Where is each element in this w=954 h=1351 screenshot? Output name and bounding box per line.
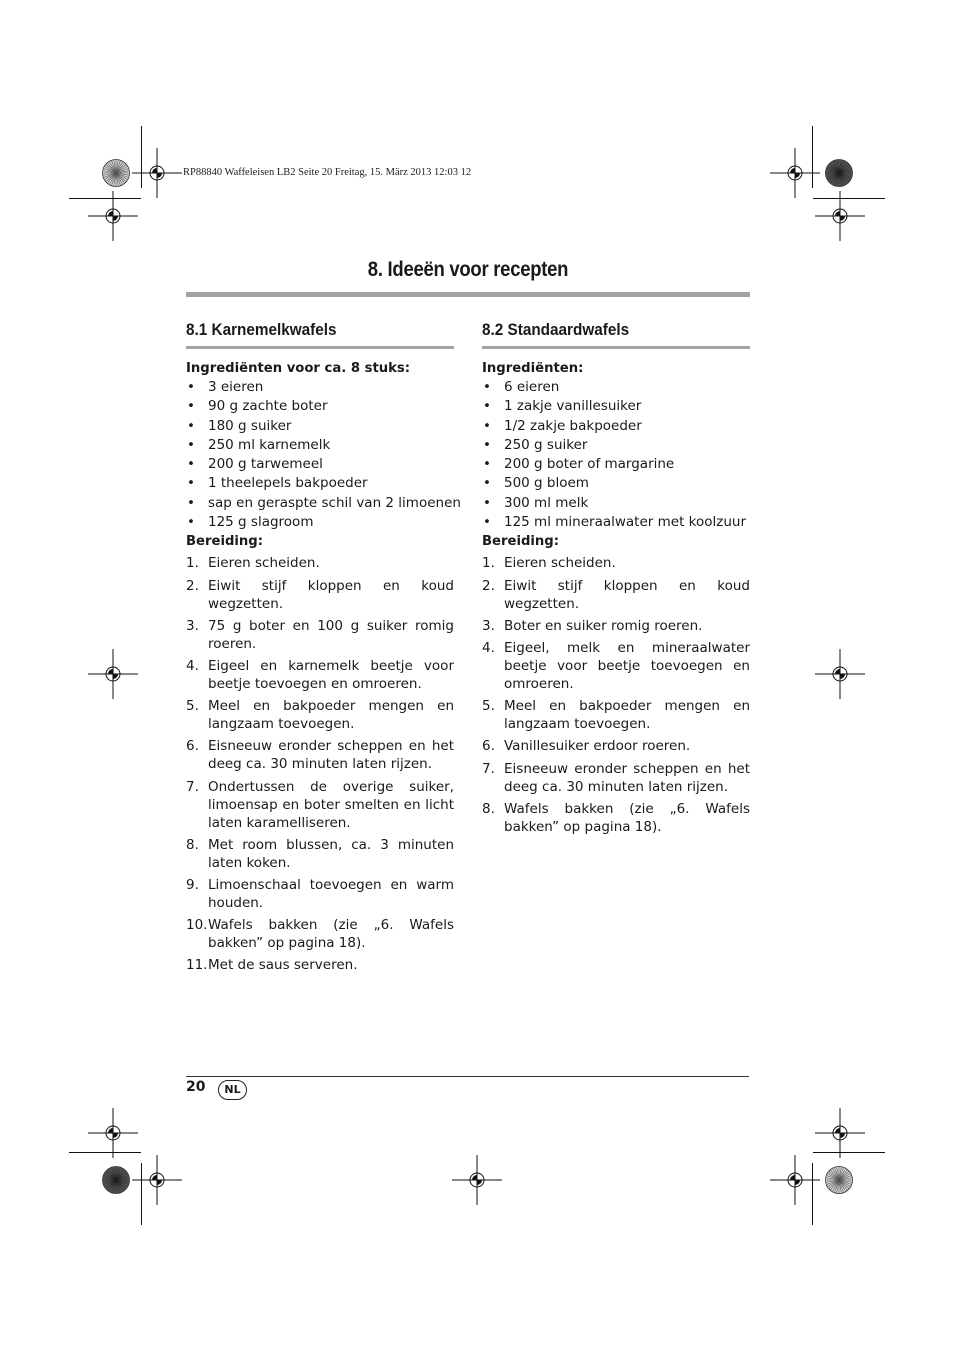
bullet-icon: •	[483, 475, 491, 492]
crosshair-target-icon	[770, 148, 820, 198]
step-number: 3.	[482, 617, 495, 634]
step-item	[186, 876, 454, 912]
step-item	[186, 836, 454, 872]
ingredient-text: 250 ml karnemelk	[208, 436, 331, 453]
bullet-icon: •	[483, 379, 491, 395]
step-number: 1.	[482, 555, 495, 572]
crosshair-target-icon	[815, 649, 865, 699]
ingredient-text: 500 g bloem	[504, 475, 589, 492]
step-text: Meel en bakpoeder mengen en langzaam toevoegen.	[504, 698, 750, 733]
step-text: Wafels bakken (zie „6. Wafels bakken” op pagina 18).	[504, 800, 750, 835]
section-title: 8.2 Standaardwafels	[482, 320, 630, 339]
ingredient-text: 6 eieren	[504, 379, 560, 395]
ingredient-text: 125 g slagroom	[208, 514, 314, 531]
step-text: Ondertussen de overige suiker, limoensap en boter smelten en licht laten karamelliseren.	[208, 778, 454, 831]
step-item	[482, 737, 750, 755]
ingredient-text: 1 zakje vanillesuiker	[504, 398, 642, 415]
step-number: 8.	[186, 836, 199, 853]
step-text: Eiwit stijf kloppen en koud wegzetten.	[208, 577, 454, 612]
ingredient-text: sap en geraspte schil van 2 limoenen	[208, 494, 461, 511]
step-number: 5.	[186, 698, 199, 715]
step-number: 5.	[482, 698, 495, 715]
ingredient-item	[482, 436, 750, 455]
ingredient-item	[482, 494, 750, 513]
step-text: Eigeel en karnemelk beetje voor beetje toevoegen en omroeren.	[208, 657, 454, 692]
crosshair-target-icon	[452, 1155, 502, 1205]
bullet-icon: •	[483, 494, 491, 511]
step-item	[482, 554, 750, 572]
ingredient-item	[186, 474, 454, 493]
section-karnemelkwafels	[186, 318, 461, 978]
ingredient-text: 90 g zachte boter	[208, 398, 328, 415]
color-starburst-icon	[101, 158, 131, 188]
bullet-icon: •	[187, 398, 195, 415]
chapter-title: 8. Ideeën voor recepten	[367, 258, 569, 281]
ingredient-item	[186, 417, 454, 436]
section-title: 8.1 Karnemelkwafels	[186, 320, 337, 339]
step-number: 2.	[186, 577, 199, 594]
color-starburst-icon	[824, 1165, 854, 1195]
ingredient-text: 180 g suiker	[208, 417, 292, 434]
crosshair-target-icon	[815, 191, 865, 241]
bullet-icon: •	[483, 514, 491, 531]
step-item	[186, 657, 454, 693]
ingredient-item	[482, 474, 750, 493]
step-text: Eigeel, melk en mineraalwater beetje voor beetje toevoegen en omroeren.	[504, 639, 750, 692]
step-text: Met de saus serveren.	[208, 957, 358, 974]
bullet-icon: •	[483, 417, 491, 434]
step-number: 6.	[186, 738, 199, 755]
ingredient-item	[482, 513, 750, 532]
step-item	[186, 737, 454, 773]
print-header: RP88840 Waffeleisen LB2 Seite 20 Freitag, 15. März 2013 12:03 12	[183, 167, 472, 178]
step-item	[482, 639, 750, 693]
step-item	[482, 697, 750, 733]
step-item	[186, 778, 454, 832]
step-text: Met room blussen, ca. 3 minuten laten koken.	[208, 836, 454, 871]
ingredient-item	[482, 455, 750, 474]
bullet-icon: •	[187, 417, 195, 434]
ingredient-item	[482, 417, 750, 436]
step-item	[482, 760, 750, 796]
step-number: 6.	[482, 738, 495, 755]
step-text: Eisneeuw eronder scheppen en het deeg ca. 30 minuten laten rijzen.	[208, 738, 454, 773]
ingredient-item	[186, 378, 454, 397]
crosshair-target-icon	[132, 148, 182, 198]
page-number: 20	[186, 1079, 206, 1095]
language-badge: NL	[218, 1080, 247, 1100]
ingredient-item	[482, 397, 750, 416]
crosshair-target-icon	[132, 1155, 182, 1205]
bullet-icon: •	[483, 456, 491, 473]
step-item	[186, 916, 454, 952]
step-number: 8.	[482, 800, 495, 817]
step-item	[186, 697, 454, 733]
step-item	[482, 617, 750, 635]
crosshair-target-icon	[88, 1108, 138, 1158]
bullet-icon: •	[187, 436, 195, 453]
step-item	[186, 577, 454, 613]
section-rule	[186, 346, 454, 349]
crosshair-target-icon	[770, 1155, 820, 1205]
preparation-heading: Bereiding:	[482, 534, 560, 550]
bullet-icon: •	[187, 494, 195, 511]
step-text: Boter en suiker romig roeren.	[504, 617, 703, 634]
ingredients-list	[186, 378, 461, 532]
ingredient-text: 3 eieren	[208, 379, 264, 395]
bullet-icon: •	[187, 475, 195, 492]
ingredient-item	[186, 436, 454, 455]
step-text: Eiwit stijf kloppen en koud wegzetten.	[504, 577, 750, 612]
ingredient-item	[482, 378, 750, 397]
ingredient-item	[186, 455, 454, 474]
step-number: 9.	[186, 876, 199, 893]
bullet-icon: •	[483, 398, 491, 415]
ingredient-text: 300 ml melk	[504, 494, 589, 511]
step-number: 4.	[482, 639, 495, 656]
footer-rule	[186, 1076, 749, 1077]
step-text: Eisneeuw eronder scheppen en het deeg ca. 30 minuten laten rijzen.	[504, 760, 750, 795]
step-number: 1.	[186, 555, 199, 572]
bullet-icon: •	[187, 456, 195, 473]
ingredients-heading: Ingrediënten voor ca. 8 stuks:	[186, 361, 411, 376]
step-number: 7.	[482, 760, 495, 777]
ingredient-item	[186, 397, 454, 416]
step-item	[186, 617, 454, 653]
ingredient-item	[186, 494, 461, 513]
step-text: Wafels bakken (zie „6. Wafels bakken” op pagina 18).	[208, 917, 454, 952]
step-item	[186, 956, 454, 974]
step-text: Eieren scheiden.	[504, 555, 616, 572]
crosshair-target-icon	[88, 191, 138, 241]
ingredient-text: 200 g boter of margarine	[504, 456, 675, 473]
step-text: Eieren scheiden.	[208, 555, 320, 572]
step-text: Meel en bakpoeder mengen en langzaam toevoegen.	[208, 698, 454, 733]
step-number: 10.	[186, 917, 208, 934]
section-rule	[482, 346, 750, 349]
step-number: 11.	[186, 957, 208, 974]
step-number: 2.	[482, 577, 495, 594]
ingredient-text: 1 theelepels bakpoeder	[208, 475, 368, 492]
step-item	[482, 800, 750, 836]
section-standaardwafels	[482, 318, 750, 840]
ingredient-text: 250 g suiker	[504, 436, 588, 453]
bullet-icon: •	[187, 514, 195, 531]
preparation-steps	[482, 554, 750, 835]
preparation-steps	[186, 554, 454, 974]
bullet-icon: •	[187, 379, 195, 395]
ingredient-text: 125 ml mineraalwater met koolzuur	[504, 514, 747, 531]
color-starburst-icon	[824, 158, 854, 188]
crosshair-target-icon	[88, 649, 138, 699]
step-text: Vanillesuiker erdoor roeren.	[504, 738, 691, 755]
step-number: 4.	[186, 657, 199, 674]
step-item	[186, 554, 454, 572]
step-item	[482, 577, 750, 613]
step-number: 7.	[186, 778, 199, 795]
color-starburst-icon	[101, 1165, 131, 1195]
bullet-icon: •	[483, 436, 491, 453]
crosshair-target-icon	[815, 1108, 865, 1158]
ingredient-text: 200 g tarwemeel	[208, 456, 323, 473]
ingredients-list	[482, 378, 750, 532]
title-rule	[186, 292, 750, 297]
step-text: Limoenschaal toevoegen en warm houden.	[208, 876, 454, 911]
ingredients-heading: Ingrediënten:	[482, 361, 584, 376]
ingredient-item	[186, 513, 454, 532]
step-text: 75 g boter en 100 g suiker romig roeren.	[208, 617, 454, 652]
ingredient-text: 1/2 zakje bakpoeder	[504, 417, 642, 434]
step-number: 3.	[186, 617, 199, 634]
preparation-heading: Bereiding:	[186, 534, 264, 550]
